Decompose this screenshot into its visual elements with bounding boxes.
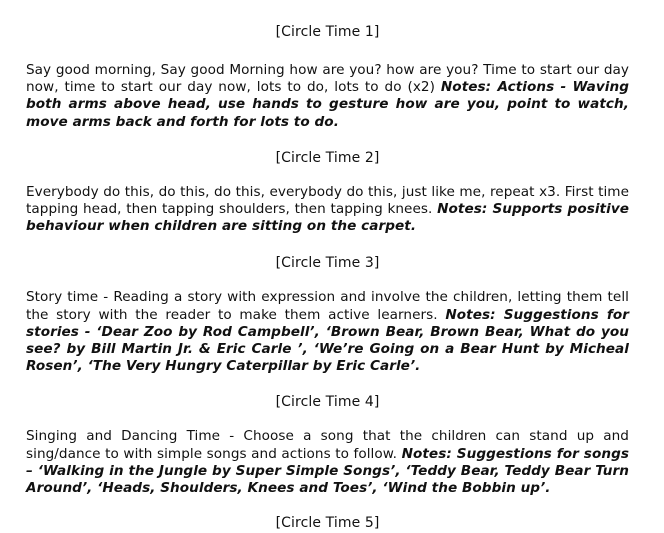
section-heading-circle-time-4: [Circle Time 4]	[275, 394, 380, 411]
paragraph-note: Notes: Actions - Waving both arms above head, use hands to gesture how are you, point to watch, move arms back and forth for lots to do.	[26, 79, 629, 130]
section-paragraph-circle-time-1	[26, 62, 629, 131]
section-heading-circle-time-5: [Circle Time 5]	[275, 515, 380, 532]
paragraph-body-text: Say good morning, Say good Morning how are you? how are you? Time to start our day now, time to start our day now, lots to do, lots to do (x2)	[26, 62, 629, 96]
paragraph-body-text: Story time - Reading a story with expression and involve the children, letting them tell the story with the reader to make them active learners.	[26, 289, 629, 323]
document-page	[26, 22, 629, 533]
section-paragraph-circle-time-2	[26, 184, 629, 236]
section-paragraph-circle-time-4	[26, 428, 629, 497]
section-heading-circle-time-1: [Circle Time 1]	[275, 24, 380, 40]
section-heading-circle-time-2: [Circle Time 2]	[275, 149, 380, 166]
section-paragraph-circle-time-3	[26, 289, 629, 375]
paragraph-body-text: Everybody do this, do this, do this, everybody do this, just like me, repeat x3. First time tapping head, then tapping shoulders, then tapping knees.	[26, 183, 629, 218]
paragraph-note: Notes: Suggestions for songs – ‘Walking in the Jungle by Super Simple Songs’, ‘Teddy Bear, Teddy Bear Turn Around’, ‘Heads, Shoulders, Knees and Toes’, ‘Wind the Bobbin up’.	[26, 445, 629, 497]
section-heading-circle-time-3: [Circle Time 3]	[275, 255, 380, 272]
paragraph-note: Notes: Suggestions for stories - ‘Dear Zoo by Rod Campbell’, ‘Brown Bear, Brown Bear, What do you see? by Bill Martin Jr. & Eric Carle ’, ‘We’re Going on a Bear Hunt by Micheal Rosen’, ‘The Very Hungry Caterpillar by Eric Carle’.	[26, 306, 629, 375]
paragraph-note: Notes: Supports positive behaviour when children are sitting on the carpet.	[26, 201, 629, 235]
paragraph-body-text: Singing and Dancing Time - Choose a song that the children can stand up and sing/dance to with simple songs and actions to follow.	[26, 428, 629, 462]
